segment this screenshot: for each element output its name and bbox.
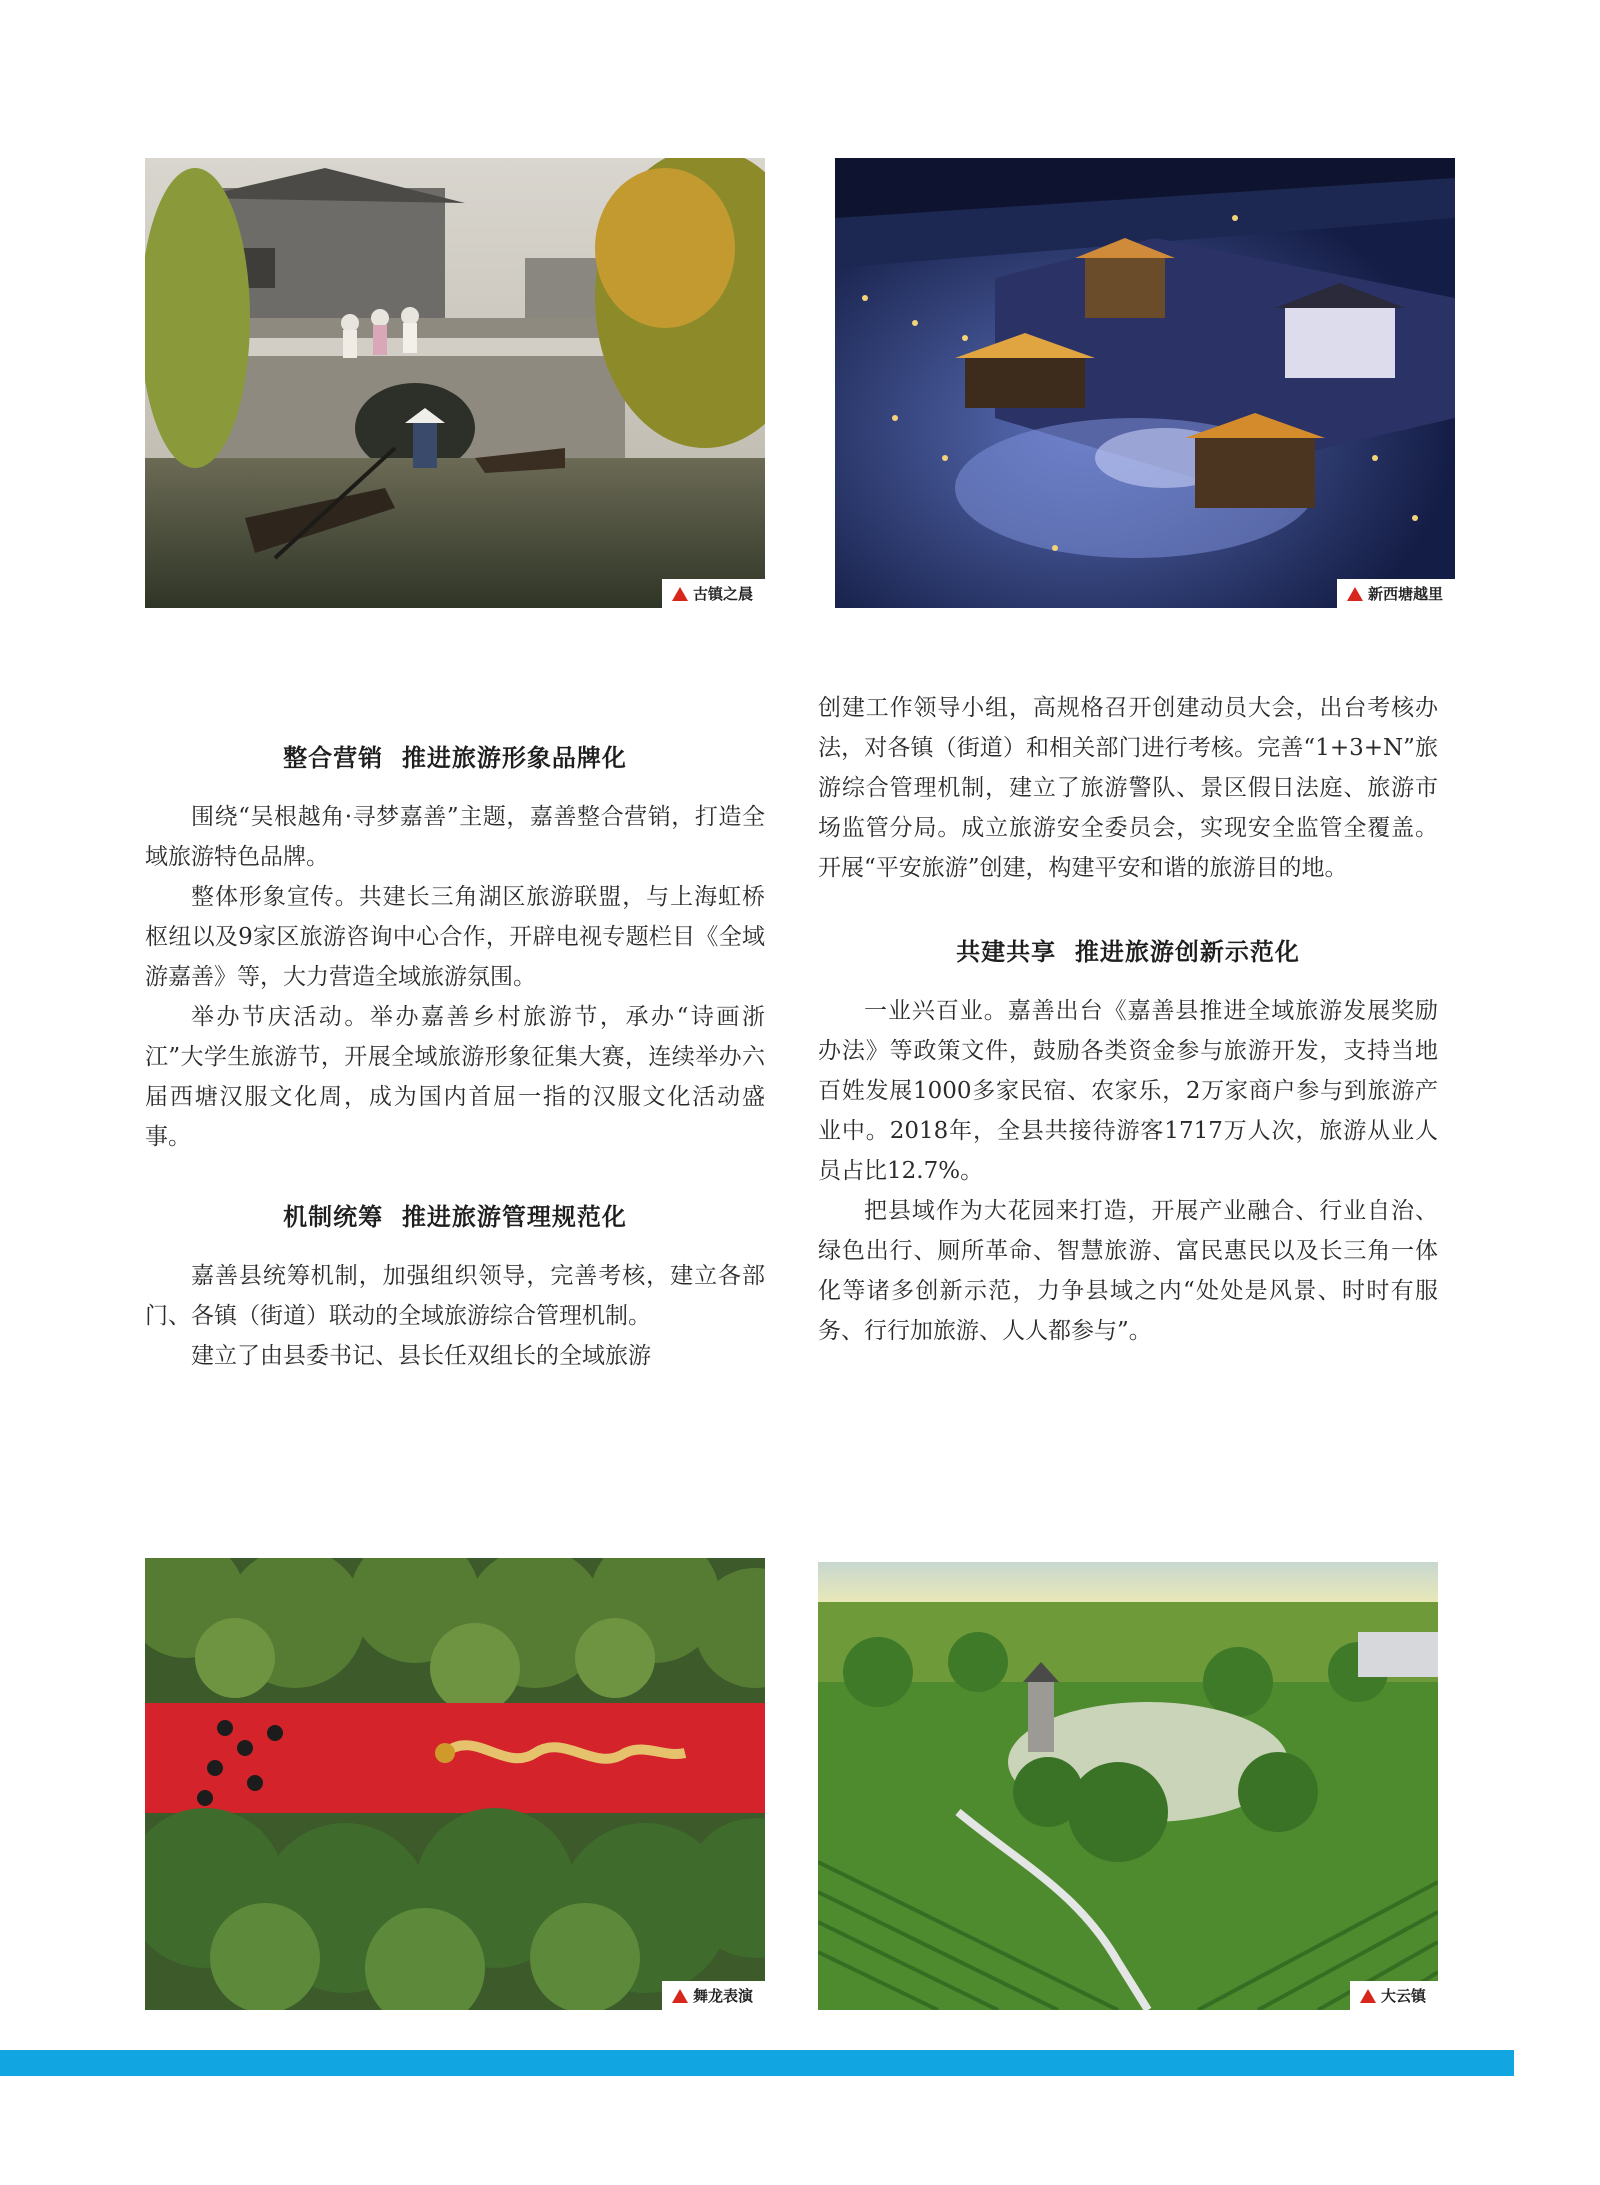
caption-text: 大云镇 (1380, 1987, 1426, 2005)
photo-caption (662, 1981, 765, 2010)
caption-text: 新西塘越里 (1367, 585, 1443, 603)
section-heading-mechanism: 机制统筹 推进旅游管理规范化 (283, 1203, 627, 1231)
section-heading-innovation: 共建共享 推进旅游创新示范化 (956, 938, 1300, 966)
right-text-column (818, 688, 1438, 1351)
ancient-town-image (145, 158, 765, 608)
paragraph: 嘉善县统筹机制，加强组织领导，完善考核，建立各部门、各镇（街道）联动的全域旅游综合管理机制。 (145, 1263, 765, 1329)
section-heading-marketing: 整合营销 推进旅游形象品牌化 (283, 744, 627, 772)
caption-marker-icon (1360, 1989, 1376, 2003)
paragraph: 围绕“吴根越角·寻梦嘉善”主题，嘉善整合营销，打造全域旅游特色品牌。 (145, 804, 765, 870)
night-town-image (835, 158, 1455, 608)
paragraph: 建立了由县委书记、县长任双组长的全域旅游 (191, 1343, 651, 1369)
dragon-dance-image (145, 1558, 765, 2010)
paragraph: 举办节庆活动。举办嘉善乡村旅游节，承办“诗画浙江”大学生旅游节，开展全域旅游形象征集大赛，连续举办六届西塘汉服文化周，成为国内首屈一指的汉服文化活动盛事。 (145, 1004, 765, 1150)
photo-xinxitang-yueli (835, 158, 1455, 608)
photo-dragon-dance (145, 1558, 765, 2010)
photo-dayun-town (818, 1562, 1438, 2010)
caption-marker-icon (672, 1989, 688, 2003)
caption-text: 古镇之晨 (692, 585, 753, 603)
bottom-accent-bar (0, 2050, 1514, 2076)
paragraph: 把县域作为大花园来打造，开展产业融合、行业自治、绿色出行、厕所革命、智慧旅游、富民惠民以及长三角一体化等诸多创新示范，力争县域之内“处处是风景、时时有服务、行行加旅游、人人都参与”。 (818, 1198, 1438, 1344)
photo-ancient-town-morning (145, 158, 765, 608)
photo-caption (1350, 1981, 1438, 2010)
dayun-town-image (818, 1562, 1438, 2010)
left-text-column (145, 738, 765, 1376)
paragraph: 整体形象宣传。共建长三角湖区旅游联盟，与上海虹桥枢纽以及9家区旅游咨询中心合作，开辟电视专题栏目《全域游嘉善》等，大力营造全域旅游氛围。 (145, 884, 765, 990)
paragraph-continuation: 创建工作领导小组，高规格召开创建动员大会，出台考核办法，对各镇（街道）和相关部门进行考核。完善“1+3+N”旅游综合管理机制，建立了旅游警队、景区假日法庭、旅游市场监管分局。成立旅游安全委员会，实现安全监管全覆盖。开展“平安旅游”创建，构建平安和谐的旅游目的地。 (818, 695, 1438, 881)
paragraph: 一业兴百业。嘉善出台《嘉善县推进全域旅游发展奖励办法》等政策文件，鼓励各类资金参与旅游开发，支持当地百姓发展1000多家民宿、农家乐，2万家商户参与到旅游产业中。2018年，全县共接待游客1717万人次，旅游从业人员占比12.7%。 (818, 998, 1438, 1184)
caption-text: 舞龙表演 (692, 1987, 753, 2005)
photo-caption (1337, 579, 1455, 608)
caption-marker-icon (1347, 587, 1363, 601)
caption-marker-icon (672, 587, 688, 601)
photo-caption (662, 579, 765, 608)
